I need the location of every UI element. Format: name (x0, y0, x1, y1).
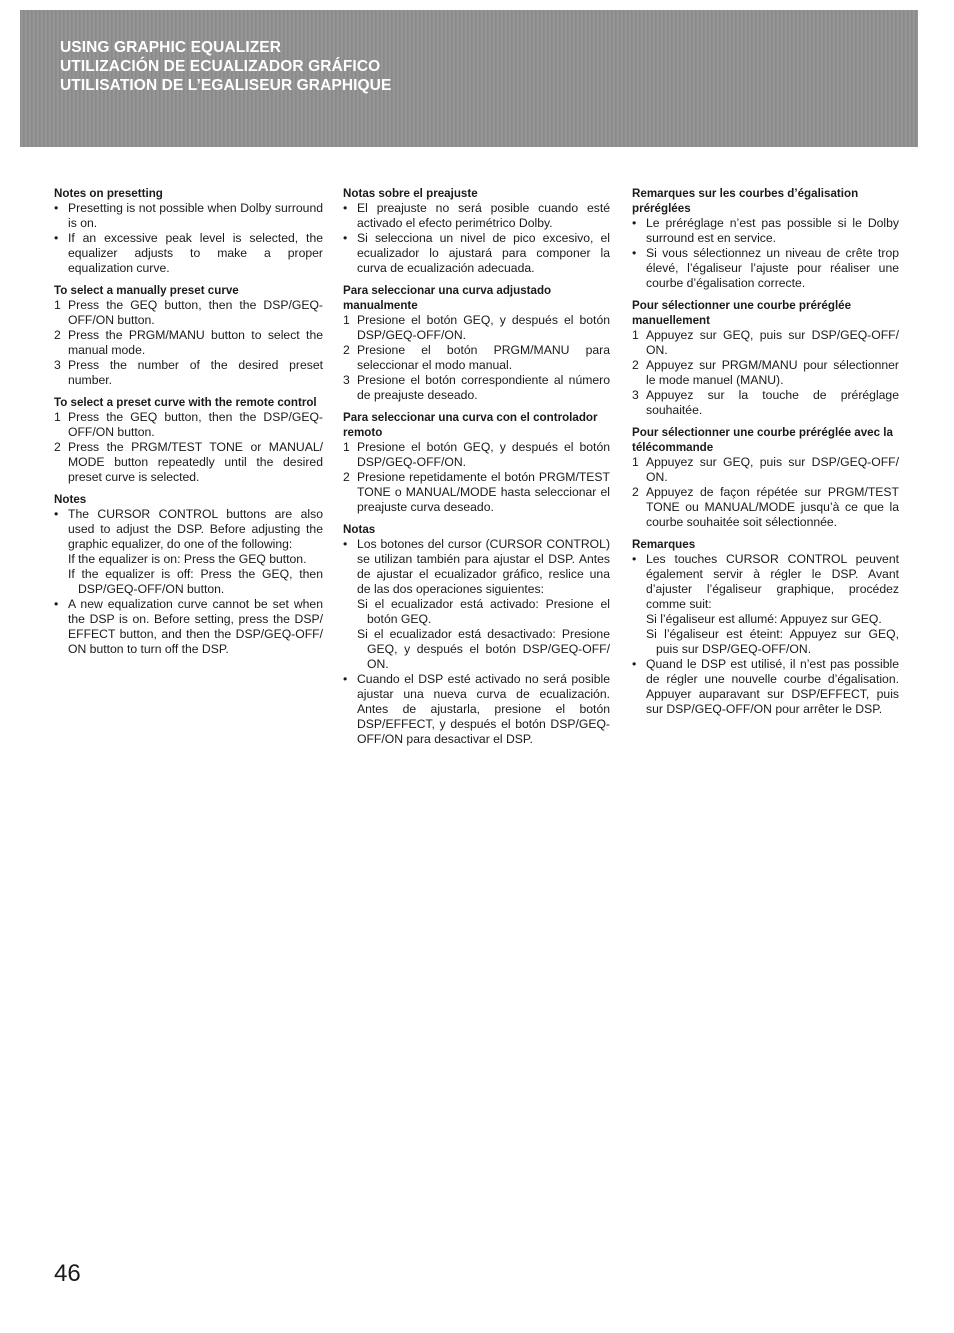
step-number: 3 (632, 388, 639, 402)
section-heading: Remarques sur les courbes d’égalisation préréglées (632, 187, 859, 215)
section (343, 283, 610, 403)
numbered-list (632, 455, 899, 530)
section-heading: Remarques (632, 538, 696, 551)
sub-item-text: Si el ecualizador está desactivado: Presione GEQ, y después el botón DSP/GEQ-OFF/ ON. (357, 627, 610, 671)
sub-item-text: If the equalizer is off: Press the GEQ, then DSP/GEQ-OFF/ON button. (68, 567, 323, 596)
bullet-marker: • (632, 657, 637, 671)
item-text: A new equalization curve cannot be set when the DSP is on. Before setting, press the DSP/ EFFECT button, and then the DSP/GEQ-OFF/ ON button to turn off the DSP. (68, 597, 323, 656)
step-number: 3 (54, 358, 61, 372)
section-heading: Para seleccionar una curva adjustado manualmente (343, 284, 552, 312)
bullet-marker: • (632, 552, 637, 566)
item-text: Appuyez de façon répétée sur PRGM/TEST TONE ou MANUAL/MODE jusqu’à ce que la courbe souhaitée soit sélectionnée. (646, 485, 899, 529)
title-spanish: UTILIZACIÓN DE ECUALIZADOR GRÁFICO (60, 58, 381, 75)
numbered-list (54, 298, 323, 388)
section (343, 522, 610, 747)
step-number: 2 (632, 485, 639, 499)
list-item (343, 313, 610, 343)
list-item (54, 201, 323, 231)
list-item (343, 201, 610, 231)
section (632, 537, 899, 717)
list-item (632, 455, 899, 485)
item-text: Presetting is not possible when Dolby surround is on. (68, 201, 323, 230)
item-text: Appuyez sur GEQ, puis sur DSP/GEQ-OFF/ ON. (646, 328, 899, 357)
list-item (54, 597, 323, 657)
section-heading: To select a manually preset curve (54, 284, 239, 297)
item-text: Press the PRGM/MANU button to select the manual mode. (68, 328, 323, 357)
item-text: Press the GEQ button, then the DSP/GEQ-OFF/ON button. (68, 298, 323, 327)
numbered-list (343, 440, 610, 515)
list-item (54, 328, 323, 358)
bullet-list (54, 507, 323, 657)
section (54, 395, 323, 485)
step-number: 1 (54, 410, 61, 424)
step-number: 2 (54, 328, 61, 342)
item-text: Si vous sélectionnez un niveau de crête trop élevé, l’égaliseur l’ajuste pour réaliser une courbe d’égalisation correcte. (646, 246, 899, 290)
item-text: Press the GEQ button, then the DSP/GEQ-OFF/ON button. (68, 410, 323, 439)
bullet-list (54, 201, 323, 276)
bullet-list (343, 201, 610, 276)
step-number: 1 (54, 298, 61, 312)
list-item (632, 358, 899, 388)
section (343, 186, 610, 276)
item-text: Appuyez sur la touche de préréglage souhaitée. (646, 388, 899, 417)
item-text: El preajuste no será posible cuando esté activado el efecto perimétrico Dolby. (357, 201, 610, 230)
section-heading: Notas (343, 523, 376, 536)
list-item (343, 231, 610, 276)
section-heading: Notes (54, 493, 87, 506)
item-text: Presione repetidamente el botón PRGM/TEST TONE o MANUAL/MODE hasta seleccionar el preajuste curva deseado. (357, 470, 610, 514)
step-number: 1 (343, 440, 350, 454)
bullet-list (343, 537, 610, 747)
section-heading: To select a preset curve with the remote control (54, 396, 317, 409)
list-item (632, 657, 899, 717)
title-french: UTILISATION DE L’EGALISEUR GRAPHIQUE (60, 77, 392, 94)
item-text: Quand le DSP est utilisé, il n’est pas possible de régler une nouvelle courbe d’égalisation. Appuyer auparavant sur DSP/EFFECT, puis sur DSP/GEQ-OFF/ON pour arrêter le DSP. (646, 657, 899, 716)
section (54, 492, 323, 657)
item-text: Si selecciona un nivel de pico excesivo, el ecualizador lo ajustará para componer la curva de ecualización adecuada. (357, 231, 610, 275)
item-text: Los botones del cursor (CURSOR CONTROL) se utilizan también para ajustar el DSP. Antes de ajustar el ecualizador gráfico, reslice una de las dos operaciones siguientes: (357, 537, 610, 596)
column-spanish (343, 186, 610, 754)
list-item (343, 672, 610, 747)
item-text: If an excessive peak level is selected, the equalizer adjusts to make a proper equalization curve. (68, 231, 323, 275)
list-item (343, 373, 610, 403)
list-item (54, 507, 323, 597)
sub-item-text: Si l’égaliseur est allumé: Appuyez sur GEQ. (646, 612, 882, 626)
sub-item-text: If the equalizer is on: Press the GEQ button. (68, 552, 307, 566)
list-item (632, 485, 899, 530)
bullet-marker: • (343, 201, 348, 215)
list-item (54, 410, 323, 440)
title-banner (20, 10, 918, 147)
list-item (54, 298, 323, 328)
column-french (632, 186, 899, 724)
section-heading: Pour sélectionner une courbe préréglée manuellement (632, 299, 852, 327)
section-heading: Pour sélectionner une courbe préréglée avec la télécommande (632, 426, 893, 454)
section (632, 425, 899, 530)
item-text: Presione el botón correspondiente al número de preajuste deseado. (357, 373, 610, 402)
list-item (343, 343, 610, 373)
list-item (54, 358, 323, 388)
section (343, 410, 610, 515)
sub-item-text: Si el ecualizador está activado: Presione el botón GEQ. (357, 597, 610, 626)
section-heading: Notas sobre el preajuste (343, 187, 478, 200)
bullet-marker: • (54, 597, 59, 611)
item-text: Le préréglage n’est pas possible si le Dolby surround est en service. (646, 216, 899, 245)
item-text: Presione el botón GEQ, y después el botón DSP/GEQ-OFF/ON. (357, 313, 610, 342)
bullet-marker: • (632, 246, 637, 260)
list-item (632, 246, 899, 291)
list-item (632, 552, 899, 657)
list-item (343, 440, 610, 470)
banner-titles (60, 38, 391, 95)
bullet-marker: • (343, 537, 348, 551)
step-number: 2 (632, 358, 639, 372)
column-english (54, 186, 323, 664)
numbered-list (54, 410, 323, 485)
section (632, 298, 899, 418)
bullet-list (632, 552, 899, 717)
list-item (632, 328, 899, 358)
step-number: 2 (343, 470, 350, 484)
numbered-list (632, 328, 899, 418)
item-text: Presione el botón GEQ, y después el botón DSP/GEQ-OFF/ON. (357, 440, 610, 469)
section (54, 186, 323, 276)
section-heading: Notes on presetting (54, 187, 163, 200)
step-number: 2 (54, 440, 61, 454)
item-text: Les touches CURSOR CONTROL peuvent également servir à régler le DSP. Avant d’ajuster l’égaliseur graphique, procédez comme suit: (646, 552, 899, 611)
item-text: Cuando el DSP esté activado no será posible ajustar una nueva curva de ecualización. Antes de ajustarla, presione el botón DSP/EFFECT, y después el botón DSP/GEQ-OFF/ON para desactivar el DSP. (357, 672, 610, 746)
bullet-marker: • (54, 201, 59, 215)
numbered-list (343, 313, 610, 403)
step-number: 1 (343, 313, 350, 327)
item-text: Press the PRGM/TEST TONE or MANUAL/ MODE button repeatedly until the desired preset curve is selected. (68, 440, 323, 484)
item-text: Appuyez sur GEQ, puis sur DSP/GEQ-OFF/ ON. (646, 455, 899, 484)
section (54, 283, 323, 388)
step-number: 3 (343, 373, 350, 387)
item-text: Presione el botón PRGM/MANU para seleccionar el modo manual. (357, 343, 610, 372)
list-item (54, 231, 323, 276)
bullet-marker: • (54, 507, 59, 521)
item-text: The CURSOR CONTROL buttons are also used to adjust the DSP. Before adjusting the graphic equalizer, do one of the following: (68, 507, 323, 551)
list-item (632, 216, 899, 246)
title-english: USING GRAPHIC EQUALIZER (60, 39, 282, 56)
bullet-marker: • (343, 672, 348, 686)
sub-item-text: Si l’égaliseur est éteint: Appuyez sur GEQ, puis sur DSP/GEQ-OFF/ON. (646, 627, 899, 656)
list-item (632, 388, 899, 418)
bullet-marker: • (54, 231, 59, 245)
list-item (343, 470, 610, 515)
bullet-list (632, 216, 899, 291)
step-number: 2 (343, 343, 350, 357)
step-number: 1 (632, 455, 639, 469)
list-item (54, 440, 323, 485)
page-number: 46 (54, 1260, 81, 1287)
list-item (343, 537, 610, 672)
bullet-marker: • (632, 216, 637, 230)
bullet-marker: • (343, 231, 348, 245)
section (632, 186, 899, 291)
item-text: Press the number of the desired preset number. (68, 358, 323, 387)
step-number: 1 (632, 328, 639, 342)
section-heading: Para seleccionar una curva con el controlador remoto (343, 411, 598, 439)
item-text: Appuyez sur PRGM/MANU pour sélectionner le mode manuel (MANU). (646, 358, 899, 387)
